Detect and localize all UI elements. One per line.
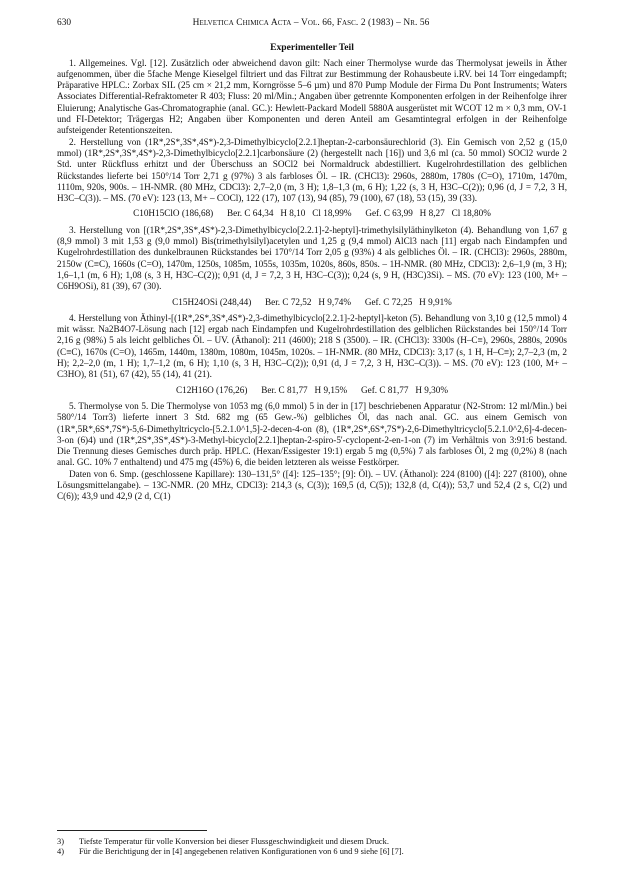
paragraph-thermolyse: 5. Thermolyse von 5. Die Thermolyse von 1053 mg (6,0 mmol) 5 in der in [17] beschriebenen Apparatur (N2-Strom: 12 ml/Min.) bei 580°/14 Torr3) lieferte innert 3 Std. 682 mg (65 Gew.-%) gelbliches Öl, das nach anal. GC. aus einem Gemisch von (1R*,5R*,6S*,7S*)-5,6-Dimethyltricyclo-[5.2.1.0^1,5]-2-decen-4-on (8), (1R*,2S*,6S*,7S*)-2,6-Dimethyltricyclo[5.2.1.0^2,6]-4-decen-3-on (6)4) und (1R*,2S*,3S*,4S*)-3-Methyl-bicyclo[2.2.1]heptan-2-spiro-5'-cyclopent-2-en-1-on (7) im Verhältnis von 3:91:6 bestand. Die Trennung dieses Gemisches durch präp. HPLC. (Hexan/Essigester 19:1) ergab 5 mg (0,5%) 7 als farbloses Öl, 2 mg (0,2%) 8 (nach anal. GC. 10% 7 enthaltend) und 475 mg (45%) 6, die beiden letzteren als weisse Festkörper. [57, 400, 567, 468]
page-header [57, 18, 567, 29]
paragraph-herstellung-4: 3. Herstellung von [(1R*,2S*,3S*,4S*)-2,3-Dimethylbicyclo[2.2.1]-2-heptyl]-trimethylsilyläthinylketon (4). Behandlung von 1,67 g (8,9 mmol) 3 mit 1,53 g (9,0 mmol) Bis(trimethylsilyl)acetylen und 1,25 g (9,4 mmol) AlCl3 nach [11] ergab nach Eindampfen und Kugelrohrdestillation des dunkelbraunen Rückstandes bei 170°/14 Torr 2,05 g (93%) 4 als gelbliches Öl. – IR. (CHCl3): 2960s, 2880m, 2150w (C≡C), 1660s (C=O), 1470m, 1250s, 1085m, 1055s, 1035m, 1020s, 860s, 850s. – 1H-NMR. (80 MHz, CDCl3): 2,6–1,9 (m, 3 H); 1,6–1,1 (m, 6 H); 1,08 (s, 3 H, H3C–C(2)); 0,91 (d, J = 7,2, 3 H, H3C–C(3)); 0,24 (s, 9 H, (H3C)3Si). – MS. (70 eV): 123 (100, M+ – C6H9OSi), 81 (39), 67 (30). [57, 224, 567, 292]
paragraph-herstellung-5: 4. Herstellung von Äthinyl-[(1R*,2S*,3S*,4S*)-2,3-dimethylbicyclo[2.2.1]-2-heptyl]-keton (5). Behandlung von 3,10 g (12,5 mmol) 4 mit wässr. Na2B4O7-Lösung nach [12] ergab nach Eindampfen und Kugelrohrdestillation des gelblichen Rückstandes bei 150°/14 Torr 2,16 g (98%) 5 als leicht gelbliches Öl. – UV. (Äthanol): 211 (4600); 218 S (3500). – IR. (CHCl3): 3300s (H–C≡), 2960s, 2880s, 2090s (C≡C), 1670s (C=O), 1465m, 1440m, 1380m, 1080m, 1045m, 1020s. – 1H-NMR. (80 MHz, CDCl3): 3,17 (s, 1 H, H–C≡); 2,7–2,3 (m, 2 H); 2,2–2,0 (m, 1 H); 1,7–1,2 (m, 6 H); 1,10 (s, 3 H, H3C–C(2)); 0,91 (d, J = 7,2, 3 H, H3C–C(3)). – MS. (70 eV): 123 (100, M+ – C3HO), 81 (51), 67 (42), 55 (14), 41 (21). [57, 312, 567, 380]
paragraph-daten-6: Daten von 6. Smp. (geschlossene Kapillare): 130–131,5° ([4]: 125–135°; [9]: Öl). – UV. (Äthanol): 224 (8100) ([4]: 227 (8100), ohne Lösungsmittelangabe). – 13C-NMR. (20 MHz, CDCl3): 214,3 (s, C(3)); 169,5 (d, C(5)); 132,8 (d, C(4)); 53,7 und 52,4 (2 s, C(2) und C(6)); 43,9 und 42,9 (2 d, C(1) [57, 468, 567, 502]
footnote-4 [57, 847, 567, 857]
paragraph-allgemeines: 1. Allgemeines. Vgl. [12]. Zusätzlich oder abweichend davon gilt: Nach einer Thermolyse wurde das Thermolysat jeweils in Äther aufgenommen, über die 5fache Menge Kieselgel filtriert und das Filtrat zur Bestimmung der Rohausbeute i.RV. bei 14 Torr eingedampft; Präparative HPLC.: Zorbax SIL (25 cm × 21,2 mm, Korngrösse 5–6 µm) und 870 Pump Module der Firma Du Pont Instruments; Waters Associates Differential-Refraktometer R 403; Fluss: 20 ml/Min.; Angaben über getrennte Komponenten erfolgen in der Reihenfolge ihrer Eluierung; Analytische Gas-Chromatographie (anal. GC.): Hewlett-Packard Modell 5880A ausgerüstet mit WCOT 12 m × 0,3 mm, OV-1 und FI-Detektor; Trägergas H2; Angaben über Komponenten und deren Anteil am Gesamtintegral erfolgen in der Reihenfolge aufsteigender Retentionszeiten. [57, 57, 567, 136]
footnote-text: Tiefste Temperatur für volle Konversion bei dieser Flussgeschwindigkeit und diesem Druck. [79, 837, 389, 846]
elemental-analysis-4: C15H24OSi (248,44) Ber. C 72,52 H 9,74% Gef. C 72,25 H 9,91% [172, 296, 452, 307]
section-title: Experimenteller Teil [270, 42, 354, 54]
running-title: Helvetica Chimica Acta – Vol. 66, Fasc. 2 (1983) – Nr. 56 [192, 18, 430, 28]
paragraph-herstellung-3: 2. Herstellung von (1R*,2S*,3S*,4S*)-2,3-Dimethylbicyclo[2.2.1]heptan-2-carbonsäurechlorid (3). Ein Gemisch von 2,52 g (15,0 mmol) (1R*,2S*,3S*,4S*)-2,3-Dimethylbicyclo[2.2.1]carbonsäure (2) (hergestellt nach [16]) und 3,6 ml (ca. 50 mmol) SOCl2 wurde 2 Std. unter Rückfluss erhitzt und der Überschuss an SOCl2 bei Normaldruck abdestilliert. Kugelrohrdestillation des gelblichen Rückstandes lieferte bei 150°/14 Torr 2,71 g (97%) 3 als farbloses Öl. – IR. (CHCl3): 2960s, 2880m, 1780s (C=O), 1710m, 1470m, 1110m, 920s, 900s. – 1H-NMR. (80 MHz, CDCl3): 2,7–2,0 (m, 3 H); 1,8–1,3 (m, 6 H); 1,22 (s, 3 H, H3C–C(2)); 0,96 (d, J = 7,2, 3 H, H3C–C(3)). – MS. (70 eV): 123 (13, M+ – COCl), 122 (17), 107 (13), 94 (85), 79 (100), 67 (18), 53 (15), 39 (33). [57, 136, 567, 204]
footnote-text: Für die Berichtigung der in [4] angegebenen relativen Konfigurationen von 6 und 9 siehe [6] [7]. [79, 847, 404, 856]
footnotes [57, 830, 567, 857]
footnote-mark: 3) [57, 837, 64, 846]
footnote-rule [57, 830, 207, 831]
elemental-analysis-3: C10H15ClO (186,68) Ber. C 64,34 H 8,10 Cl 18,99% Gef. C 63,99 H 8,27 Cl 18,80% [133, 208, 491, 219]
elemental-analysis-5: C12H16O (176,26) Ber. C 81,77 H 9,15% Gef. C 81,77 H 9,30% [175, 384, 449, 395]
page-number: 630 [57, 18, 72, 28]
footnote-3 [57, 837, 567, 847]
footnote-mark: 4) [57, 847, 64, 856]
